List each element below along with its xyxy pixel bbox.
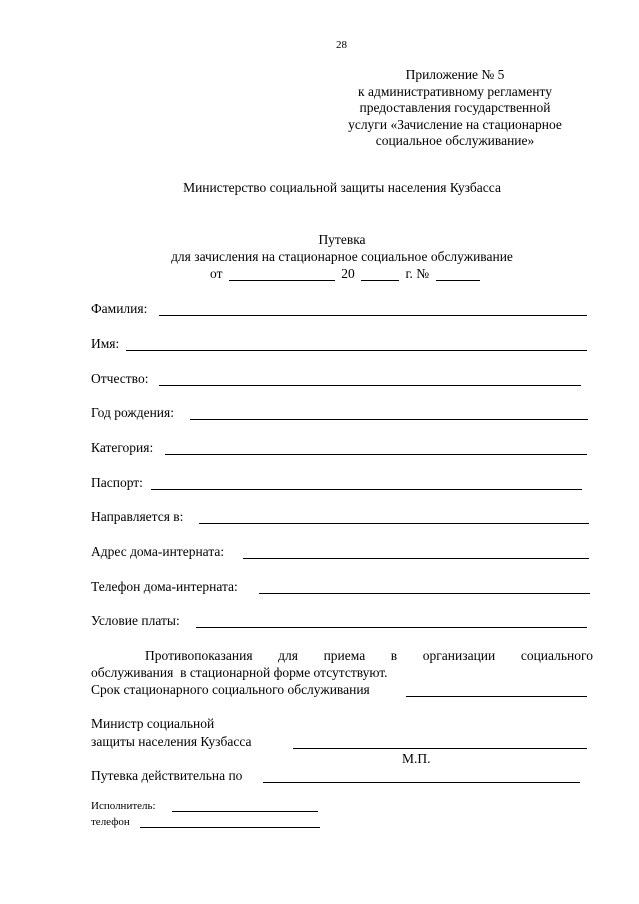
word-for: для bbox=[278, 648, 298, 663]
page-number: 28 bbox=[336, 39, 347, 51]
signature-title-line-2: защиты населения Кузбасса bbox=[91, 734, 252, 749]
date-year-prefix: 20 bbox=[341, 266, 355, 281]
executor-phone-label: телефон bbox=[91, 816, 130, 828]
field-birth-year bbox=[91, 405, 174, 423]
field-phone bbox=[91, 579, 238, 597]
directed-to-blank[interactable] bbox=[199, 523, 589, 524]
appendix-line-1: Приложение № 5 bbox=[405, 67, 505, 82]
field-category bbox=[91, 440, 153, 458]
contraindications-line-1 bbox=[91, 648, 593, 665]
document-subtitle: для зачисления на стационарное социальное обслуживание bbox=[171, 249, 513, 264]
patronymic-blank[interactable] bbox=[159, 385, 581, 386]
field-patronymic bbox=[91, 371, 148, 389]
appendix-line-4: услуги «Зачисление на стационарное bbox=[348, 116, 562, 132]
number-blank[interactable] bbox=[436, 280, 480, 281]
word-contraindications: Противопоказания bbox=[145, 648, 253, 663]
appendix-line-3: предоставления государственной bbox=[359, 100, 551, 115]
payment-blank[interactable] bbox=[196, 627, 587, 628]
surname-label: Фамилия: bbox=[91, 301, 148, 316]
field-service-term bbox=[91, 682, 370, 700]
contraindications-line-2: обслуживания в стационарной форме отсутствуют. bbox=[91, 665, 388, 680]
field-passport bbox=[91, 475, 143, 493]
field-address bbox=[91, 544, 224, 562]
name-label: Имя: bbox=[91, 336, 120, 351]
executor-phone-blank[interactable] bbox=[140, 827, 320, 828]
date-day-month-blank[interactable] bbox=[229, 280, 335, 281]
birth-year-blank[interactable] bbox=[190, 419, 588, 420]
appendix-block bbox=[330, 67, 580, 150]
validity-blank[interactable] bbox=[263, 782, 580, 783]
birth-year-label: Год рождения: bbox=[91, 405, 174, 420]
service-term-label: Срок стационарного социального обслуживания bbox=[91, 682, 370, 697]
validity-label: Путевка действительна по bbox=[91, 768, 243, 783]
patronymic-label: Отчество: bbox=[91, 371, 149, 386]
appendix-line-2: к административному регламенту bbox=[358, 83, 552, 99]
field-payment bbox=[91, 613, 180, 631]
passport-blank[interactable] bbox=[151, 489, 582, 490]
signature-title-line-1: Министр социальной bbox=[91, 716, 215, 731]
document-title: Путевка bbox=[318, 232, 366, 247]
appendix-line-5: социальное обслуживание» bbox=[375, 133, 535, 148]
service-term-blank[interactable] bbox=[406, 696, 587, 697]
signature-blank[interactable] bbox=[293, 748, 587, 749]
field-validity bbox=[91, 768, 242, 786]
phone-label: Телефон дома-интерната: bbox=[91, 579, 238, 594]
address-blank[interactable] bbox=[243, 558, 589, 559]
payment-label: Условие платы: bbox=[91, 613, 180, 628]
surname-blank[interactable] bbox=[159, 315, 587, 316]
date-number-line bbox=[210, 266, 480, 284]
category-blank[interactable] bbox=[165, 454, 587, 455]
category-label: Категория: bbox=[91, 440, 154, 455]
executor-blank[interactable] bbox=[172, 811, 318, 812]
passport-label: Паспорт: bbox=[91, 475, 143, 490]
ministry-name: Министерство социальной защиты населения Кузбасса bbox=[183, 180, 501, 195]
number-label: г. № bbox=[405, 266, 430, 281]
word-organization: организации bbox=[422, 648, 496, 663]
date-prefix: от bbox=[210, 266, 223, 281]
name-blank[interactable] bbox=[126, 350, 587, 351]
phone-blank[interactable] bbox=[259, 593, 590, 594]
stamp-place: М.П. bbox=[402, 751, 431, 766]
field-name bbox=[91, 336, 119, 354]
field-surname bbox=[91, 301, 147, 319]
directed-to-label: Направляется в: bbox=[91, 509, 184, 524]
address-label: Адрес дома-интерната: bbox=[91, 544, 225, 559]
field-directed-to bbox=[91, 509, 183, 527]
word-social: социального bbox=[520, 648, 593, 663]
executor-label: Исполнитель: bbox=[91, 800, 156, 812]
word-in: в bbox=[390, 648, 398, 663]
date-year-blank[interactable] bbox=[361, 280, 399, 281]
word-admission: приема bbox=[323, 648, 366, 663]
